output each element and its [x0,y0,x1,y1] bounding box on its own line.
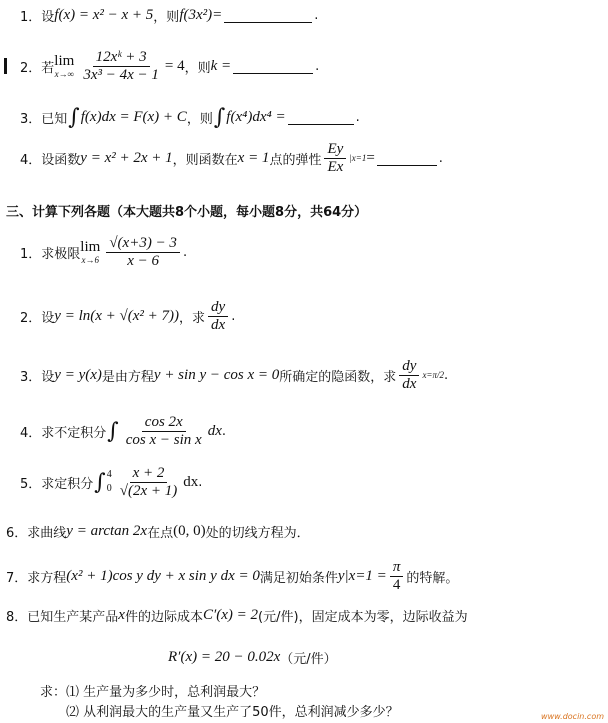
question-4: 4． 设函数 y = x² + 2x + 1 ，则函数在 x = 1 点的弹性 $\frac{Ey}{Ex}$ |x=1 = . [20,140,443,175]
p3-expr2: y + sin y − cos x = 0 [153,366,280,383]
question-2: 2． 若 lim x→∞ $\frac{\text{12xᵏ + 3}}{\text{3x³ − 4x − 1}}$ = 4 ，则 k = . [20,48,320,83]
p2-fraction: $\frac{dy}{dx}$ [208,299,228,334]
q4-number: 4． [20,152,42,168]
q4-sub: |x=1 [349,153,367,163]
p3-number: 3． [20,369,42,385]
p7-text-a: 求方程 [27,570,67,586]
p6-number: 6． [6,525,28,541]
q3-number: 3． [20,111,42,127]
q4-text-a: 设函数 [41,152,81,168]
p5-limits: 4 0 [106,469,112,494]
q1-number: 1． [20,9,42,25]
q2-expr: = 4 [164,57,185,74]
p6-expr: y = arctan 2x [66,522,148,539]
p1-text: 求极限 [41,246,81,262]
p4-number: 4． [20,425,42,441]
q4-text-c: 点的弹性 [269,152,322,168]
p3-expr: y = y(x) [54,366,102,383]
q1-expr: f(x) = x² − x + 5 [54,6,154,23]
question-3: 3． 已知 ∫ f(x)dx = F(x) + C ，则 ∫ f(x⁴)dx⁴ = . [20,104,360,130]
p5-number: 5． [20,476,42,492]
integral-sign-icon: ∫ [107,418,119,444]
problem-4: 4． 求不定积分 ∫ $\frac{\cos 2x}{\text{cos x − sin x}}$ dx . [20,413,227,448]
p8-formula-expr: R′(x) = 20 − 0.02x [168,648,281,665]
problem-5: 5． 求定积分 ∫ 4 0 $\frac{x + 2}{√(2x + 1)}$ dx . [20,464,203,499]
problem-7 [6,556,458,596]
q2-number: 2． [20,60,42,76]
p6-text-c: 处的切线方程为． [205,525,310,541]
p3-text-b: 是由方程 [101,369,154,385]
q2-answer-blank[interactable] [233,59,313,74]
p3-fraction: $\frac{dy}{dx}$ [399,358,419,393]
p7-text-b: 满足初始条件 [259,570,338,586]
watermark: www.docin.com [541,712,604,721]
q1-answer-blank[interactable] [224,8,312,23]
p7-text-c: 的特解。 [406,570,459,586]
problem-2: 2． 设 y = ln(x + √(x² + 7)) ，求 $\frac{dy}{dx}$ . [20,298,236,333]
p4-fraction: $\frac{\cos 2x}{\text{cos x − sin x}}$ [125,413,202,448]
p5-text: 求定积分 [41,476,94,492]
p8-formula [168,646,337,668]
p1-fraction: $\frac{√(x+3) - 3}{x - 6}$ [106,235,180,270]
p6-text-b: 在点 [147,525,174,541]
integral-sign-icon: ∫ [94,469,106,495]
integral-sign-icon: ∫ [68,104,80,130]
section-heading: 三、计算下列各题（本大题共8个小题，每小题8分，共64分） [6,204,368,220]
p7-expr2: y|x=1 = [337,567,387,584]
p3-text-a: 设 [41,369,55,385]
q2-limit: lim x→∞ [54,52,75,79]
p5-fraction: $\frac{x + 2}{√(2x + 1)}$ [119,464,178,499]
p8-var: x [118,606,125,623]
p8-question-2: ⑵ 从利润最大的生产量又生产了50件，总利润减少多少？ [66,704,399,720]
p2-text-b: ，求 [179,310,206,326]
integral-sign-icon: ∫ [213,104,226,130]
problem-3: 3． 设 y = y(x) 是由方程 y + sin y − cos x = 0 所确定的隐函数，求 $\frac{dy}{dx}$ x=π/2 . [20,357,449,392]
problem-8 [6,604,468,626]
p7-number: 7． [6,570,28,586]
q3-text-a: 已知 [41,111,68,127]
question-1: 1． 设 f(x) = x² − x + 5 ，则 f(3x²)= . [20,6,319,25]
q4-expr: y = x² + 2x + 1 [80,149,173,166]
p8-text-b: 件的边际成本 [124,609,203,625]
p6-expr2: (0, 0) [173,522,206,539]
p6-text-a: 求曲线 [27,525,67,541]
p8-text-a: 已知生产某产品 [27,609,119,625]
p4-text: 求不定积分 [41,425,107,441]
p1-limit: lim x→6 [80,238,101,265]
q3-expr2: f(x⁴)dx⁴ = [226,108,286,125]
q4-answer-blank[interactable] [377,151,437,166]
p2-text-a: 设 [41,310,55,326]
p7-fraction: $\frac{\pi}{4}$ [390,559,404,594]
q1-text-a: 设 [41,9,55,25]
q1-text-b: ，则 [153,9,180,25]
problem-6 [6,520,310,542]
p2-number: 2． [20,310,42,326]
p1-number: 1． [20,246,42,262]
q3-expr: f(x)dx = F(x) + C [80,108,187,125]
q1-expr2: f(3x²)= [179,6,223,23]
q2-text-a: 若 [41,60,55,76]
p2-expr: y = ln(x + √(x² + 7)) [54,307,180,324]
p8-text-c: (元/件)，固定成本为零，边际收益为 [258,609,468,625]
p8-question-1: 求：⑴ 生产量为多少时，总利润最大？ [40,684,266,700]
q2-fraction: $\frac{\text{12xᵏ + 3}}{\text{3x³ − 4x − 1}}$ [83,48,159,83]
q2-expr2: k = [210,57,232,74]
q3-answer-blank[interactable] [288,110,354,125]
margin-bar [4,58,7,74]
p8-number: 8． [6,609,28,625]
q4-fraction: $\frac{Ey}{Ex}$ [324,141,346,176]
p3-sub: x=π/2 [422,370,445,380]
q2-text-b: ，则 [184,60,211,76]
problem-1: 1． 求极限 lim x→6 $\frac{√(x+3) - 3}{x - 6}$ . [20,234,188,269]
p3-text-c: 所确定的隐函数，求 [279,369,397,385]
p8-formula-unit: （元/件） [280,651,337,667]
q4-expr2: x = 1 [237,149,270,166]
q3-text-b: ，则 [186,111,213,127]
q4-text-b: ，则函数在 [172,152,238,168]
p8-expr: C′(x) = 2 [202,606,259,623]
p7-expr: (x² + 1)cos y dy + x sin y dx = 0 [66,567,260,584]
